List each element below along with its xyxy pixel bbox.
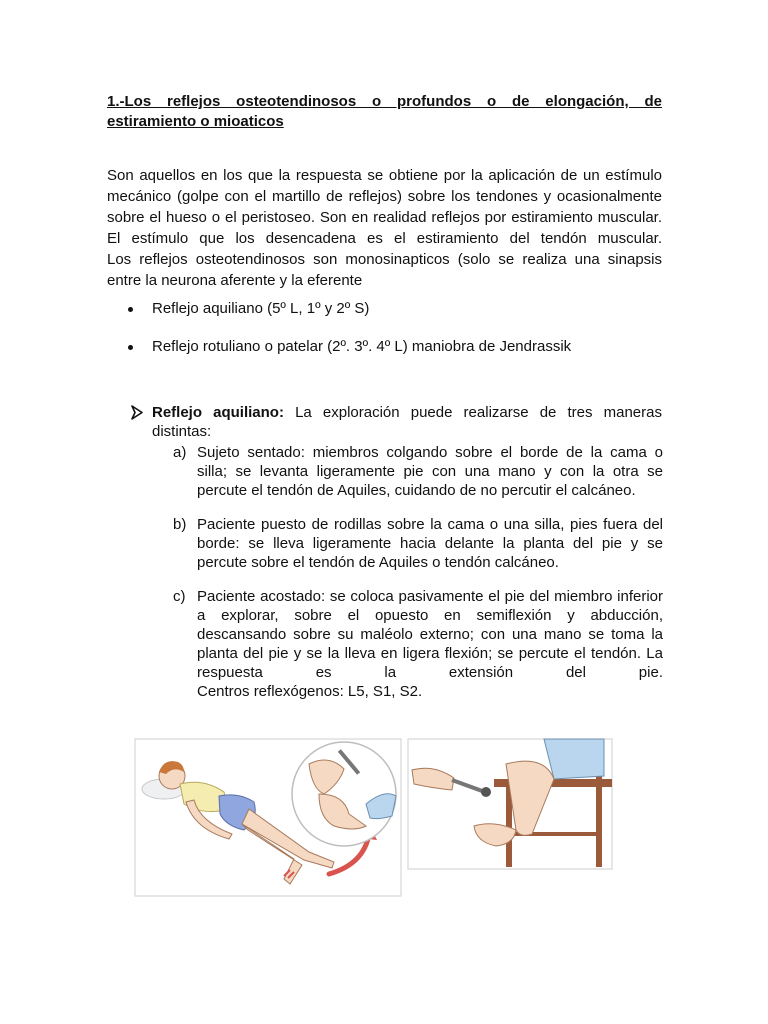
item-line: Sujeto sentado: miembros colgando sobre el borde de la cama o (197, 444, 663, 461)
bullet-icon (128, 345, 133, 350)
intro-line: Los reflejos osteotendinosos son monosinapticos (solo se realiza una sinapsis (107, 251, 662, 268)
method-item-a (173, 443, 663, 500)
achilles-section (107, 403, 667, 441)
method-item-b (173, 515, 663, 572)
item-marker: a) (173, 444, 187, 461)
method-list (173, 443, 663, 701)
item-line: Centros reflexógenos: L5, S1, S2. (197, 683, 423, 700)
section-heading (107, 92, 662, 132)
method-item-c (173, 587, 663, 701)
hammer-head (481, 787, 491, 797)
item-line: a explorar, sobre el opuesto en semiflexión y abducción, (197, 607, 663, 624)
reflex-illustration (134, 734, 614, 900)
list-item-text: Reflejo rotuliano o patelar (2º. 3º. 4º L) maniobra de Jendrassik (152, 338, 572, 355)
intro-line: mecánico (golpe con el martillo de reflejos) sobre los tendones y ocasionalmente (107, 188, 662, 205)
item-line: percute sobre el tendón de Aquiles o tendón calcáneo. (197, 554, 559, 571)
arrow-bullet-icon (129, 403, 145, 422)
section-label: Reflejo aquiliano: (152, 404, 284, 421)
heading-line-1: 1.-Los reflejos osteotendinosos o profundos o de elongación, de (107, 93, 662, 110)
section-lead-text: La exploración puede realizarse de tres maneras (295, 404, 662, 421)
item-marker: b) (173, 516, 187, 533)
item-line: respuesta es la extensión del pie. (197, 664, 663, 681)
intro-line: Son aquellos en los que la respuesta se obtiene por la aplicación de un estímulo (107, 167, 662, 184)
list-item-text: Reflejo aquiliano (5º L, 1º y 2º S) (152, 300, 370, 317)
intro-line: El estímulo que los desencadena es el estiramiento del tendón muscular. (107, 230, 662, 247)
intro-paragraph (107, 165, 662, 291)
heading-line-2: estiramiento o mioaticos (107, 113, 284, 130)
list-item (107, 337, 667, 357)
section-lead-line-2: distintas: (152, 423, 212, 440)
seated-thigh (544, 739, 604, 779)
section-lead (152, 403, 662, 441)
reflex-list (107, 299, 667, 357)
item-line: borde: se lleva ligeramente hacia delante la planta del pie y se (197, 535, 663, 552)
item-line: Paciente acostado: se coloca pasivamente el pie del miembro inferior (197, 588, 663, 605)
item-line: Paciente puesto de rodillas sobre la cama o una silla, pies fuera del (197, 516, 663, 533)
item-line: descansando sobre su maléolo externo; con una mano se toma la (197, 626, 663, 643)
intro-line: sobre el hueso o el peristoseo. Son en realidad reflejos por estiramiento muscular. (107, 209, 662, 226)
bullet-icon (128, 307, 133, 312)
item-line: silla; se levanta ligeramente pie con una mano y con la otra se (197, 463, 663, 480)
item-line: planta del pie y se la lleva en ligera flexión; se percute el tendón. La (197, 645, 663, 662)
intro-line: entre la neurona aferente y la eferente (107, 272, 363, 289)
list-item (107, 299, 667, 319)
item-marker: c) (173, 588, 186, 605)
item-line: percute el tendón de Aquiles, cuidando de no percutir el calcáneo. (197, 482, 636, 499)
